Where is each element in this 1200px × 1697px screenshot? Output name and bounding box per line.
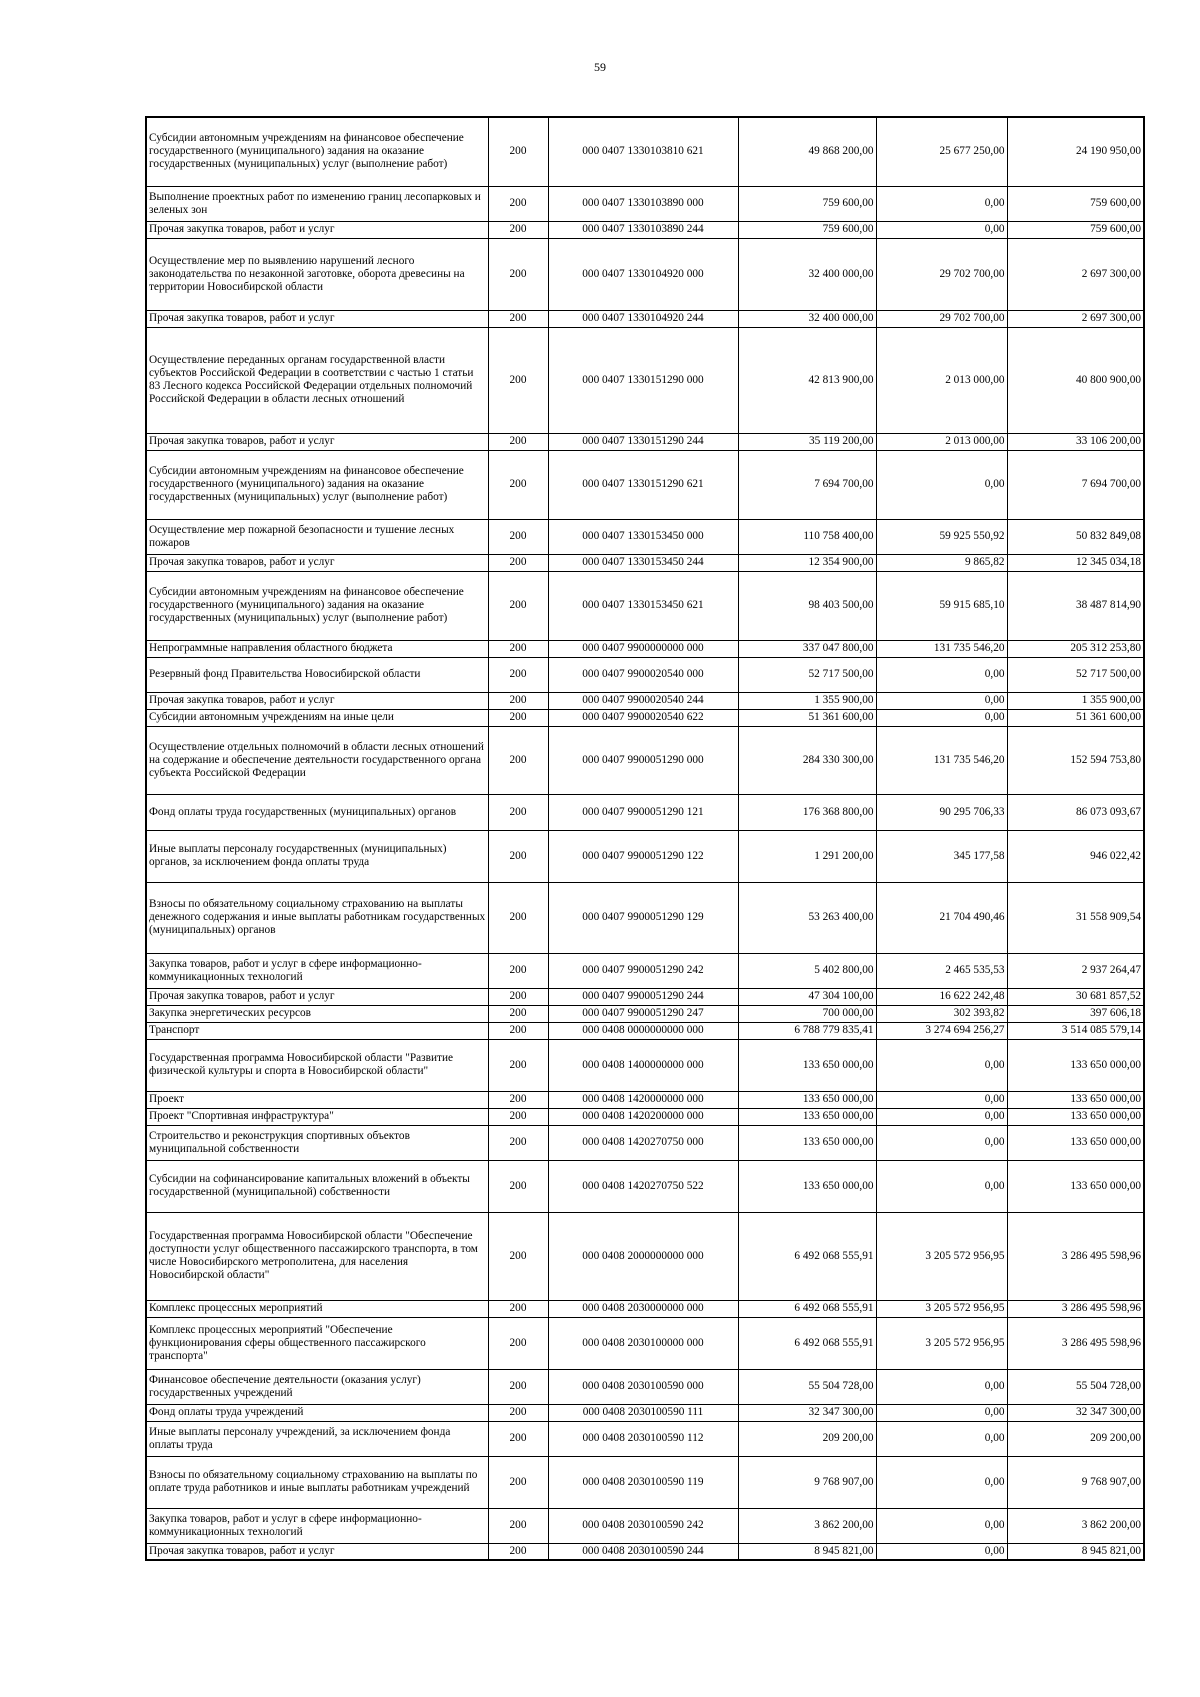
row-executed-cell: 0,00 (876, 1091, 1007, 1108)
row-name-cell: Непрограммные направления областного бюджета (146, 640, 488, 657)
row-executed-cell: 25 677 250,00 (876, 117, 1007, 186)
row-name-cell: Осуществление мер пожарной безопасности и тушение лесных пожаров (146, 519, 488, 554)
row-classification-cell: 000 0407 1330103890 000 (548, 186, 738, 221)
row-name-cell: Фонд оплаты труда учреждений (146, 1404, 488, 1421)
table-row (146, 1404, 1144, 1421)
row-code-cell: 200 (488, 692, 548, 709)
budget-execution-table (145, 116, 1145, 1561)
table-row (146, 692, 1144, 709)
row-remaining-cell: 8 945 821,00 (1007, 1543, 1144, 1560)
row-classification-cell: 000 0407 9900051290 247 (548, 1005, 738, 1022)
row-approved-cell: 55 504 728,00 (738, 1369, 876, 1404)
row-approved-cell: 284 330 300,00 (738, 726, 876, 794)
row-classification-cell: 000 0407 1330151290 000 (548, 327, 738, 433)
row-remaining-cell: 31 558 909,54 (1007, 882, 1144, 953)
row-name-cell: Строительство и реконструкция спортивных объектов муниципальной собственности (146, 1125, 488, 1160)
row-name-cell: Финансовое обеспечение деятельности (оказания услуг) государственных учреждений (146, 1369, 488, 1404)
row-classification-cell: 000 0407 9900020540 244 (548, 692, 738, 709)
row-executed-cell: 59 925 550,92 (876, 519, 1007, 554)
row-remaining-cell: 133 650 000,00 (1007, 1091, 1144, 1108)
row-code-cell: 200 (488, 794, 548, 830)
table-row (146, 640, 1144, 657)
row-remaining-cell: 3 286 495 598,96 (1007, 1317, 1144, 1369)
row-remaining-cell: 32 347 300,00 (1007, 1404, 1144, 1421)
table-row (146, 1317, 1144, 1369)
row-name-cell: Закупка товаров, работ и услуг в сфере информационно-коммуникационных технологий (146, 1508, 488, 1543)
table-row (146, 830, 1144, 882)
row-approved-cell: 759 600,00 (738, 186, 876, 221)
table-row (146, 1125, 1144, 1160)
row-code-cell: 200 (488, 1005, 548, 1022)
row-remaining-cell: 3 514 085 579,14 (1007, 1022, 1144, 1039)
row-code-cell: 200 (488, 953, 548, 988)
row-remaining-cell: 24 190 950,00 (1007, 117, 1144, 186)
row-executed-cell: 0,00 (876, 1456, 1007, 1508)
row-executed-cell: 0,00 (876, 1404, 1007, 1421)
table-row (146, 450, 1144, 519)
row-executed-cell: 0,00 (876, 186, 1007, 221)
row-executed-cell: 0,00 (876, 1508, 1007, 1543)
row-approved-cell: 7 694 700,00 (738, 450, 876, 519)
row-name-cell: Осуществление отдельных полномочий в области лесных отношений на содержание и обеспечение деятельности государственного органа субъекта Российской Федерации (146, 726, 488, 794)
row-code-cell: 200 (488, 310, 548, 327)
row-name-cell: Субсидии на софинансирование капитальных вложений в объекты государственной (муниципальной) собственности (146, 1160, 488, 1212)
row-code-cell: 200 (488, 519, 548, 554)
table-row (146, 1160, 1144, 1212)
row-code-cell: 200 (488, 726, 548, 794)
row-approved-cell: 337 047 800,00 (738, 640, 876, 657)
row-executed-cell: 3 205 572 956,95 (876, 1317, 1007, 1369)
table-row (146, 1508, 1144, 1543)
row-executed-cell: 0,00 (876, 450, 1007, 519)
row-remaining-cell: 397 606,18 (1007, 1005, 1144, 1022)
row-code-cell: 200 (488, 1317, 548, 1369)
row-approved-cell: 32 400 000,00 (738, 310, 876, 327)
row-remaining-cell: 86 073 093,67 (1007, 794, 1144, 830)
row-classification-cell: 000 0407 1330103890 244 (548, 221, 738, 238)
table-row (146, 433, 1144, 450)
row-classification-cell: 000 0408 1420270750 000 (548, 1125, 738, 1160)
row-code-cell: 200 (488, 433, 548, 450)
row-code-cell: 200 (488, 830, 548, 882)
row-code-cell: 200 (488, 1421, 548, 1456)
row-name-cell: Прочая закупка товаров, работ и услуг (146, 554, 488, 571)
row-executed-cell: 3 205 572 956,95 (876, 1300, 1007, 1317)
row-code-cell: 200 (488, 571, 548, 640)
table-row (146, 709, 1144, 726)
row-approved-cell: 12 354 900,00 (738, 554, 876, 571)
row-code-cell: 200 (488, 988, 548, 1005)
row-approved-cell: 209 200,00 (738, 1421, 876, 1456)
row-remaining-cell: 7 694 700,00 (1007, 450, 1144, 519)
row-executed-cell: 2 013 000,00 (876, 433, 1007, 450)
row-approved-cell: 32 400 000,00 (738, 238, 876, 310)
row-approved-cell: 759 600,00 (738, 221, 876, 238)
row-executed-cell: 90 295 706,33 (876, 794, 1007, 830)
row-name-cell: Комплекс процессных мероприятий "Обеспечение функционирования сферы общественного пассажирского транспорта" (146, 1317, 488, 1369)
row-executed-cell: 2 465 535,53 (876, 953, 1007, 988)
row-code-cell: 200 (488, 1022, 548, 1039)
row-executed-cell: 0,00 (876, 1369, 1007, 1404)
row-code-cell: 200 (488, 1091, 548, 1108)
row-executed-cell: 0,00 (876, 692, 1007, 709)
row-code-cell: 200 (488, 1160, 548, 1212)
row-approved-cell: 133 650 000,00 (738, 1160, 876, 1212)
row-approved-cell: 176 368 800,00 (738, 794, 876, 830)
row-remaining-cell: 3 286 495 598,96 (1007, 1300, 1144, 1317)
row-remaining-cell: 3 862 200,00 (1007, 1508, 1144, 1543)
row-executed-cell: 131 735 546,20 (876, 726, 1007, 794)
table-row (146, 310, 1144, 327)
table-row (146, 794, 1144, 830)
row-approved-cell: 6 492 068 555,91 (738, 1300, 876, 1317)
row-remaining-cell: 759 600,00 (1007, 186, 1144, 221)
row-approved-cell: 53 263 400,00 (738, 882, 876, 953)
row-classification-cell: 000 0408 1420000000 000 (548, 1091, 738, 1108)
row-classification-cell: 000 0407 1330103810 621 (548, 117, 738, 186)
row-name-cell: Прочая закупка товаров, работ и услуг (146, 692, 488, 709)
table-row (146, 238, 1144, 310)
row-code-cell: 200 (488, 450, 548, 519)
table-row (146, 1421, 1144, 1456)
row-executed-cell: 345 177,58 (876, 830, 1007, 882)
row-code-cell: 200 (488, 1369, 548, 1404)
row-classification-cell: 000 0408 2030100590 119 (548, 1456, 738, 1508)
row-executed-cell: 0,00 (876, 709, 1007, 726)
table-row (146, 186, 1144, 221)
row-executed-cell: 3 274 694 256,27 (876, 1022, 1007, 1039)
row-classification-cell: 000 0407 9900051290 000 (548, 726, 738, 794)
row-executed-cell: 0,00 (876, 1543, 1007, 1560)
table-row (146, 1212, 1144, 1300)
row-code-cell: 200 (488, 221, 548, 238)
row-executed-cell: 9 865,82 (876, 554, 1007, 571)
row-name-cell: Государственная программа Новосибирской области "Обеспечение доступности услуг общественного пассажирского транспорта, в том числе Новосибирского метрополитена, для населения Новосибирской области" (146, 1212, 488, 1300)
row-classification-cell: 000 0407 9900020540 000 (548, 657, 738, 692)
row-name-cell: Прочая закупка товаров, работ и услуг (146, 988, 488, 1005)
row-executed-cell: 59 915 685,10 (876, 571, 1007, 640)
row-code-cell: 200 (488, 1508, 548, 1543)
row-name-cell: Проект (146, 1091, 488, 1108)
row-classification-cell: 000 0408 2030100000 000 (548, 1317, 738, 1369)
row-executed-cell: 0,00 (876, 1039, 1007, 1091)
row-remaining-cell: 40 800 900,00 (1007, 327, 1144, 433)
row-classification-cell: 000 0408 2030100590 242 (548, 1508, 738, 1543)
row-remaining-cell: 1 355 900,00 (1007, 692, 1144, 709)
row-executed-cell: 0,00 (876, 657, 1007, 692)
row-approved-cell: 51 361 600,00 (738, 709, 876, 726)
row-code-cell: 200 (488, 554, 548, 571)
table-row (146, 571, 1144, 640)
row-executed-cell: 2 013 000,00 (876, 327, 1007, 433)
table-row (146, 882, 1144, 953)
row-name-cell: Фонд оплаты труда государственных (муниципальных) органов (146, 794, 488, 830)
row-name-cell: Прочая закупка товаров, работ и услуг (146, 221, 488, 238)
row-classification-cell: 000 0408 2000000000 000 (548, 1212, 738, 1300)
row-approved-cell: 98 403 500,00 (738, 571, 876, 640)
row-remaining-cell: 51 361 600,00 (1007, 709, 1144, 726)
row-classification-cell: 000 0408 1420200000 000 (548, 1108, 738, 1125)
table-row (146, 1300, 1144, 1317)
table-row (146, 519, 1144, 554)
row-name-cell: Осуществление мер по выявлению нарушений лесного законодательства по незаконной заготовке, оборота древесины на территории Новосибирской области (146, 238, 488, 310)
row-approved-cell: 110 758 400,00 (738, 519, 876, 554)
row-approved-cell: 1 355 900,00 (738, 692, 876, 709)
row-name-cell: Государственная программа Новосибирской области "Развитие физической культуры и спорта в Новосибирской области" (146, 1039, 488, 1091)
row-remaining-cell: 38 487 814,90 (1007, 571, 1144, 640)
row-classification-cell: 000 0407 1330153450 244 (548, 554, 738, 571)
row-remaining-cell: 133 650 000,00 (1007, 1160, 1144, 1212)
row-remaining-cell: 946 022,42 (1007, 830, 1144, 882)
table-row (146, 726, 1144, 794)
row-approved-cell: 3 862 200,00 (738, 1508, 876, 1543)
row-approved-cell: 6 492 068 555,91 (738, 1212, 876, 1300)
row-approved-cell: 5 402 800,00 (738, 953, 876, 988)
row-classification-cell: 000 0408 2030100590 244 (548, 1543, 738, 1560)
row-classification-cell: 000 0407 9900051290 242 (548, 953, 738, 988)
row-remaining-cell: 209 200,00 (1007, 1421, 1144, 1456)
row-approved-cell: 133 650 000,00 (738, 1091, 876, 1108)
row-executed-cell: 21 704 490,46 (876, 882, 1007, 953)
row-approved-cell: 47 304 100,00 (738, 988, 876, 1005)
table-row (146, 1456, 1144, 1508)
table-row (146, 1543, 1144, 1560)
table-row (146, 1369, 1144, 1404)
row-classification-cell: 000 0408 2030000000 000 (548, 1300, 738, 1317)
row-name-cell: Проект "Спортивная инфраструктура" (146, 1108, 488, 1125)
row-executed-cell: 0,00 (876, 1421, 1007, 1456)
row-remaining-cell: 2 937 264,47 (1007, 953, 1144, 988)
row-approved-cell: 1 291 200,00 (738, 830, 876, 882)
row-classification-cell: 000 0408 1400000000 000 (548, 1039, 738, 1091)
row-approved-cell: 133 650 000,00 (738, 1125, 876, 1160)
row-name-cell: Комплекс процессных мероприятий (146, 1300, 488, 1317)
row-classification-cell: 000 0407 1330151290 621 (548, 450, 738, 519)
row-classification-cell: 000 0407 1330151290 244 (548, 433, 738, 450)
row-code-cell: 200 (488, 1039, 548, 1091)
row-code-cell: 200 (488, 1108, 548, 1125)
row-approved-cell: 52 717 500,00 (738, 657, 876, 692)
row-remaining-cell: 133 650 000,00 (1007, 1125, 1144, 1160)
row-code-cell: 200 (488, 1125, 548, 1160)
row-name-cell: Прочая закупка товаров, работ и услуг (146, 310, 488, 327)
row-classification-cell: 000 0407 1330104920 000 (548, 238, 738, 310)
row-code-cell: 200 (488, 1456, 548, 1508)
row-remaining-cell: 55 504 728,00 (1007, 1369, 1144, 1404)
row-approved-cell: 700 000,00 (738, 1005, 876, 1022)
row-code-cell: 200 (488, 1543, 548, 1560)
table-row (146, 1022, 1144, 1039)
row-remaining-cell: 133 650 000,00 (1007, 1108, 1144, 1125)
row-classification-cell: 000 0407 9900051290 129 (548, 882, 738, 953)
row-approved-cell: 8 945 821,00 (738, 1543, 876, 1560)
row-name-cell: Транспорт (146, 1022, 488, 1039)
row-classification-cell: 000 0407 9900051290 122 (548, 830, 738, 882)
row-executed-cell: 0,00 (876, 221, 1007, 238)
table-row (146, 953, 1144, 988)
row-code-cell: 200 (488, 186, 548, 221)
row-remaining-cell: 9 768 907,00 (1007, 1456, 1144, 1508)
row-classification-cell: 000 0407 9900000000 000 (548, 640, 738, 657)
row-classification-cell: 000 0408 0000000000 000 (548, 1022, 738, 1039)
table-row (146, 988, 1144, 1005)
row-code-cell: 200 (488, 238, 548, 310)
row-remaining-cell: 33 106 200,00 (1007, 433, 1144, 450)
row-remaining-cell: 759 600,00 (1007, 221, 1144, 238)
row-name-cell: Закупка энергетических ресурсов (146, 1005, 488, 1022)
row-classification-cell: 000 0407 1330153450 000 (548, 519, 738, 554)
row-remaining-cell: 30 681 857,52 (1007, 988, 1144, 1005)
row-classification-cell: 000 0407 9900051290 121 (548, 794, 738, 830)
row-executed-cell: 302 393,82 (876, 1005, 1007, 1022)
row-name-cell: Субсидии автономным учреждениям на финансовое обеспечение государственного (муниципального) задания на оказание государственных (муниципальных) услуг (выполнение работ) (146, 450, 488, 519)
row-name-cell: Взносы по обязательному социальному страхованию на выплаты по оплате труда работников и иные выплаты работникам учреждений (146, 1456, 488, 1508)
row-name-cell: Субсидии автономным учреждениям на иные цели (146, 709, 488, 726)
table-row (146, 327, 1144, 433)
row-remaining-cell: 133 650 000,00 (1007, 1039, 1144, 1091)
row-code-cell: 200 (488, 327, 548, 433)
row-executed-cell: 29 702 700,00 (876, 310, 1007, 327)
row-remaining-cell: 3 286 495 598,96 (1007, 1212, 1144, 1300)
row-approved-cell: 133 650 000,00 (738, 1108, 876, 1125)
row-approved-cell: 32 347 300,00 (738, 1404, 876, 1421)
row-classification-cell: 000 0407 1330153450 621 (548, 571, 738, 640)
row-remaining-cell: 52 717 500,00 (1007, 657, 1144, 692)
row-name-cell: Субсидии автономным учреждениям на финансовое обеспечение государственного (муниципального) задания на оказание государственных (муниципальных) услуг (выполнение работ) (146, 571, 488, 640)
row-code-cell: 200 (488, 1300, 548, 1317)
row-classification-cell: 000 0408 2030100590 112 (548, 1421, 738, 1456)
table-row (146, 117, 1144, 186)
row-classification-cell: 000 0408 2030100590 000 (548, 1369, 738, 1404)
row-executed-cell: 131 735 546,20 (876, 640, 1007, 657)
row-name-cell: Резервный фонд Правительства Новосибирской области (146, 657, 488, 692)
row-code-cell: 200 (488, 640, 548, 657)
row-code-cell: 200 (488, 1404, 548, 1421)
row-code-cell: 200 (488, 657, 548, 692)
row-approved-cell: 6 788 779 835,41 (738, 1022, 876, 1039)
row-executed-cell: 0,00 (876, 1125, 1007, 1160)
row-executed-cell: 16 622 242,48 (876, 988, 1007, 1005)
row-executed-cell: 0,00 (876, 1160, 1007, 1212)
row-code-cell: 200 (488, 882, 548, 953)
row-executed-cell: 3 205 572 956,95 (876, 1212, 1007, 1300)
row-code-cell: 200 (488, 709, 548, 726)
row-name-cell: Прочая закупка товаров, работ и услуг (146, 1543, 488, 1560)
table-row (146, 657, 1144, 692)
row-approved-cell: 9 768 907,00 (738, 1456, 876, 1508)
table-row (146, 1005, 1144, 1022)
row-code-cell: 200 (488, 117, 548, 186)
row-remaining-cell: 152 594 753,80 (1007, 726, 1144, 794)
row-name-cell: Взносы по обязательному социальному страхованию на выплаты денежного содержания и иные выплаты работникам государственных (муниципальных) органов (146, 882, 488, 953)
row-approved-cell: 49 868 200,00 (738, 117, 876, 186)
row-approved-cell: 42 813 900,00 (738, 327, 876, 433)
table-body (146, 117, 1144, 1560)
row-name-cell: Выполнение проектных работ по изменению границ лесопарковых и зеленых зон (146, 186, 488, 221)
row-name-cell: Осуществление переданных органам государственной власти субъектов Российской Федерации в соответствии с частью 1 статьи 83 Лесного кодекса Российской Федерации отдельных полномочий Российской Федерации в области лесных отношений (146, 327, 488, 433)
table-row (146, 221, 1144, 238)
table-row (146, 1039, 1144, 1091)
row-name-cell: Субсидии автономным учреждениям на финансовое обеспечение государственного (муниципального) задания на оказание государственных (муниципальных) услуг (выполнение работ) (146, 117, 488, 186)
table-row (146, 1091, 1144, 1108)
row-approved-cell: 6 492 068 555,91 (738, 1317, 876, 1369)
row-name-cell: Иные выплаты персоналу государственных (муниципальных) органов, за исключением фонда оплаты труда (146, 830, 488, 882)
row-remaining-cell: 2 697 300,00 (1007, 238, 1144, 310)
row-classification-cell: 000 0408 1420270750 522 (548, 1160, 738, 1212)
row-remaining-cell: 50 832 849,08 (1007, 519, 1144, 554)
row-classification-cell: 000 0408 2030100590 111 (548, 1404, 738, 1421)
table-row (146, 554, 1144, 571)
table-row (146, 1108, 1144, 1125)
page-number: 59 (594, 60, 606, 74)
row-classification-cell: 000 0407 9900020540 622 (548, 709, 738, 726)
row-executed-cell: 0,00 (876, 1108, 1007, 1125)
row-code-cell: 200 (488, 1212, 548, 1300)
row-remaining-cell: 205 312 253,80 (1007, 640, 1144, 657)
row-name-cell: Иные выплаты персоналу учреждений, за исключением фонда оплаты труда (146, 1421, 488, 1456)
row-approved-cell: 35 119 200,00 (738, 433, 876, 450)
row-approved-cell: 133 650 000,00 (738, 1039, 876, 1091)
row-executed-cell: 29 702 700,00 (876, 238, 1007, 310)
row-classification-cell: 000 0407 9900051290 244 (548, 988, 738, 1005)
row-remaining-cell: 12 345 034,18 (1007, 554, 1144, 571)
row-name-cell: Закупка товаров, работ и услуг в сфере информационно-коммуникационных технологий (146, 953, 488, 988)
row-classification-cell: 000 0407 1330104920 244 (548, 310, 738, 327)
row-name-cell: Прочая закупка товаров, работ и услуг (146, 433, 488, 450)
row-remaining-cell: 2 697 300,00 (1007, 310, 1144, 327)
